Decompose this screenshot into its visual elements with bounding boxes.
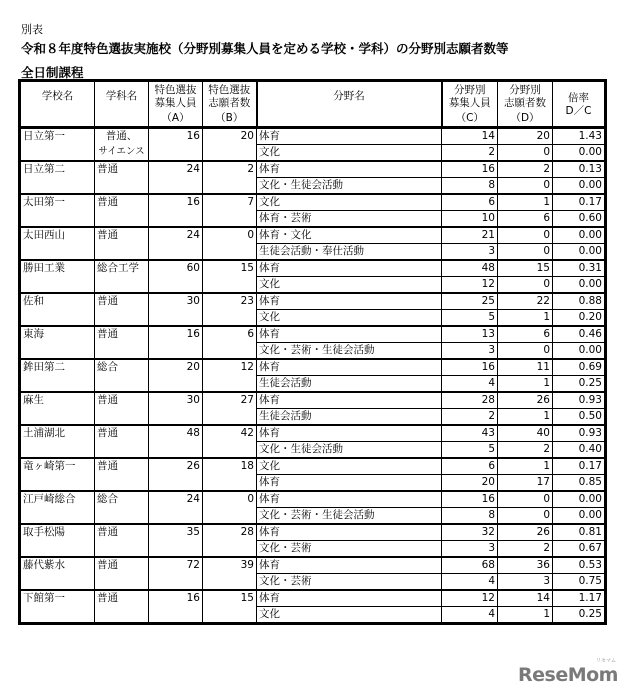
applicants-b-cell: 18	[203, 458, 257, 491]
field-name-cell: 文化	[257, 310, 442, 327]
field-name-cell: 生徒会活動	[257, 409, 442, 426]
ratio-cell: 0.75	[553, 574, 606, 591]
ratio-cell: 0.25	[553, 376, 606, 393]
ratio-cell: 0.81	[553, 524, 606, 541]
field-name-cell: 体育	[257, 128, 442, 145]
table-row	[20, 491, 606, 508]
applicants-b-cell: 6	[203, 326, 257, 359]
field-name-cell: 生徒会活動	[257, 376, 442, 393]
capacity-a-cell: 24	[149, 227, 203, 260]
course-name: 普通	[97, 163, 118, 175]
table-row	[20, 557, 606, 574]
applicants-d-cell: 6	[498, 326, 553, 343]
col-capacity-c: 分野別 募集人員 （C）	[442, 81, 498, 128]
table-row	[20, 293, 606, 310]
field-name-cell: 体育	[257, 161, 442, 178]
table-row	[20, 128, 606, 145]
applicants-b-cell: 28	[203, 524, 257, 557]
capacity-c-cell: 2	[442, 145, 498, 162]
applicants-d-cell: 1	[498, 310, 553, 327]
school-name-cell: 鉾田第二	[20, 359, 95, 392]
field-name-cell: 体育	[257, 260, 442, 277]
applicants-b-cell: 0	[203, 227, 257, 260]
capacity-c-cell: 3	[442, 541, 498, 558]
capacity-c-cell: 4	[442, 574, 498, 591]
capacity-c-cell: 32	[442, 524, 498, 541]
ratio-cell: 0.93	[553, 392, 606, 409]
capacity-a-cell: 16	[149, 194, 203, 227]
applicants-b-cell: 2	[203, 161, 257, 194]
applicants-b-cell: 23	[203, 293, 257, 326]
course-name: 普通	[97, 559, 118, 571]
ratio-cell: 0.17	[553, 194, 606, 211]
ratio-cell: 0.13	[553, 161, 606, 178]
ratio-cell: 0.46	[553, 326, 606, 343]
field-name-cell: 文化	[257, 277, 442, 294]
ratio-cell: 0.69	[553, 359, 606, 376]
field-name-cell: 体育	[257, 392, 442, 409]
applicants-d-cell: 0	[498, 277, 553, 294]
course-name: 普通	[97, 394, 118, 406]
capacity-c-cell: 28	[442, 392, 498, 409]
course-name: 普通、	[105, 130, 138, 142]
table-row	[20, 392, 606, 409]
applicants-d-cell: 11	[498, 359, 553, 376]
capacity-c-cell: 25	[442, 293, 498, 310]
field-name-cell: 体育	[257, 524, 442, 541]
ratio-cell: 0.20	[553, 310, 606, 327]
course-name-cell	[95, 359, 149, 392]
table-row	[20, 359, 606, 376]
capacity-a-cell: 48	[149, 425, 203, 458]
col-capacity-a: 特色選抜 募集人員 （A）	[149, 81, 203, 128]
school-name-cell: 藤代紫水	[20, 557, 95, 590]
capacity-c-cell: 48	[442, 260, 498, 277]
school-name-cell: 麻生	[20, 392, 95, 425]
capacity-a-cell: 24	[149, 161, 203, 194]
applicants-d-cell: 2	[498, 161, 553, 178]
capacity-c-cell: 43	[442, 425, 498, 442]
table-row	[20, 194, 606, 211]
capacity-a-cell: 16	[149, 326, 203, 359]
capacity-a-cell: 16	[149, 128, 203, 162]
applicants-b-cell: 12	[203, 359, 257, 392]
capacity-c-cell: 6	[442, 194, 498, 211]
ratio-cell: 0.60	[553, 211, 606, 228]
applicants-d-cell: 3	[498, 574, 553, 591]
course-name: 普通	[97, 295, 118, 307]
ratio-cell: 0.88	[553, 293, 606, 310]
ratio-cell: 0.53	[553, 557, 606, 574]
field-name-cell: 体育・芸術	[257, 211, 442, 228]
course-name: 総合	[97, 361, 118, 373]
field-name-cell: 文化・生徒会活動	[257, 178, 442, 195]
school-name-cell: 佐和	[20, 293, 95, 326]
field-name-cell: 文化・生徒会活動	[257, 442, 442, 459]
field-name-cell: 体育	[257, 425, 442, 442]
applicants-d-cell: 1	[498, 409, 553, 426]
resemom-logo-kana: リセマム	[596, 658, 616, 664]
field-name-cell: 文化・芸術	[257, 574, 442, 591]
ratio-cell: 0.00	[553, 145, 606, 162]
applicants-b-cell: 42	[203, 425, 257, 458]
course-name: サイエンス	[98, 146, 145, 157]
ratio-cell: 0.00	[553, 277, 606, 294]
applicants-d-cell: 20	[498, 128, 553, 145]
course-name-cell	[95, 293, 149, 326]
school-name-cell: 太田西山	[20, 227, 95, 260]
section-heading: 全日制課程	[21, 65, 84, 80]
ratio-cell: 1.43	[553, 128, 606, 145]
applicants-b-cell: 7	[203, 194, 257, 227]
field-name-cell: 文化・芸術・生徒会活動	[257, 343, 442, 360]
capacity-a-cell: 24	[149, 491, 203, 524]
header-row	[20, 81, 606, 128]
school-name-cell: 日立第一	[20, 128, 95, 162]
capacity-a-cell: 30	[149, 293, 203, 326]
field-name-cell: 文化	[257, 458, 442, 475]
capacity-a-cell: 26	[149, 458, 203, 491]
applicants-d-cell: 26	[498, 392, 553, 409]
course-name-cell	[95, 557, 149, 590]
applicants-b-cell: 39	[203, 557, 257, 590]
col-applicants-b: 特色選抜 志願者数 （B）	[203, 81, 257, 128]
applicants-d-cell: 0	[498, 491, 553, 508]
course-name: 普通	[97, 592, 118, 604]
capacity-c-cell: 5	[442, 310, 498, 327]
col-school: 学校名	[20, 81, 95, 128]
table-row	[20, 590, 606, 607]
applicants-d-cell: 0	[498, 244, 553, 261]
course-name-cell	[95, 227, 149, 260]
table-row	[20, 458, 606, 475]
capacity-a-cell: 20	[149, 359, 203, 392]
field-name-cell: 体育	[257, 590, 442, 607]
field-name-cell: 体育	[257, 359, 442, 376]
applicants-d-cell: 0	[498, 145, 553, 162]
capacity-a-cell: 35	[149, 524, 203, 557]
capacity-c-cell: 16	[442, 491, 498, 508]
school-name-cell: 下館第一	[20, 590, 95, 624]
applicants-d-cell: 36	[498, 557, 553, 574]
capacity-c-cell: 68	[442, 557, 498, 574]
capacity-c-cell: 13	[442, 326, 498, 343]
applicants-d-cell: 0	[498, 178, 553, 195]
applicants-d-cell: 1	[498, 376, 553, 393]
table-label: 別表	[21, 23, 43, 36]
capacity-c-cell: 8	[442, 508, 498, 525]
ratio-cell: 0.00	[553, 227, 606, 244]
course-name: 総合工学	[97, 262, 139, 274]
ratio-cell: 0.40	[553, 442, 606, 459]
applicants-table	[18, 79, 607, 625]
col-ratio: 倍率 D／C	[553, 81, 606, 128]
capacity-c-cell: 10	[442, 211, 498, 228]
capacity-c-cell: 6	[442, 458, 498, 475]
field-name-cell: 文化・芸術・生徒会活動	[257, 508, 442, 525]
col-course: 学科名	[95, 81, 149, 128]
ratio-cell: 0.00	[553, 244, 606, 261]
capacity-c-cell: 21	[442, 227, 498, 244]
school-name-cell: 東海	[20, 326, 95, 359]
applicants-d-cell: 0	[498, 343, 553, 360]
ratio-cell: 0.67	[553, 541, 606, 558]
ratio-cell: 0.00	[553, 491, 606, 508]
capacity-a-cell: 60	[149, 260, 203, 293]
field-name-cell: 体育	[257, 557, 442, 574]
field-name-cell: 文化	[257, 607, 442, 624]
capacity-c-cell: 5	[442, 442, 498, 459]
table-row	[20, 260, 606, 277]
course-name-cell	[95, 425, 149, 458]
ratio-cell: 0.85	[553, 475, 606, 492]
applicants-d-cell: 6	[498, 211, 553, 228]
table-row	[20, 227, 606, 244]
applicants-d-cell: 22	[498, 293, 553, 310]
applicants-d-cell: 0	[498, 508, 553, 525]
applicants-b-cell: 27	[203, 392, 257, 425]
capacity-c-cell: 4	[442, 607, 498, 624]
applicants-d-cell: 2	[498, 442, 553, 459]
field-name-cell: 文化	[257, 194, 442, 211]
school-name-cell: 勝田工業	[20, 260, 95, 293]
course-name: 普通	[97, 328, 118, 340]
field-name-cell: 体育	[257, 293, 442, 310]
applicants-d-cell: 1	[498, 607, 553, 624]
school-name-cell: 江戸崎総合	[20, 491, 95, 524]
applicants-d-cell: 17	[498, 475, 553, 492]
field-name-cell: 生徒会活動・奉仕活動	[257, 244, 442, 261]
course-name-cell	[95, 524, 149, 557]
ratio-cell: 0.50	[553, 409, 606, 426]
field-name-cell: 体育	[257, 491, 442, 508]
school-name-cell: 竜ヶ崎第一	[20, 458, 95, 491]
school-name-cell: 日立第二	[20, 161, 95, 194]
course-name: 普通	[97, 526, 118, 538]
capacity-a-cell: 72	[149, 557, 203, 590]
school-name-cell: 土浦湖北	[20, 425, 95, 458]
col-applicants-d: 分野別 志願者数 （D）	[498, 81, 553, 128]
capacity-a-cell: 16	[149, 590, 203, 624]
course-name: 普通	[97, 460, 118, 472]
ratio-cell: 0.00	[553, 178, 606, 195]
col-field: 分野名	[257, 81, 442, 128]
capacity-c-cell: 4	[442, 376, 498, 393]
ratio-cell: 0.17	[553, 458, 606, 475]
capacity-c-cell: 16	[442, 359, 498, 376]
table-row	[20, 326, 606, 343]
capacity-c-cell: 20	[442, 475, 498, 492]
capacity-c-cell: 14	[442, 128, 498, 145]
ratio-cell: 0.25	[553, 607, 606, 624]
course-name-cell	[95, 128, 149, 162]
applicants-b-cell: 15	[203, 590, 257, 624]
course-name: 普通	[97, 427, 118, 439]
ratio-cell: 0.31	[553, 260, 606, 277]
applicants-d-cell: 26	[498, 524, 553, 541]
capacity-a-cell: 30	[149, 392, 203, 425]
capacity-c-cell: 12	[442, 277, 498, 294]
ratio-cell: 0.93	[553, 425, 606, 442]
field-name-cell: 体育・文化	[257, 227, 442, 244]
school-name-cell: 取手松陽	[20, 524, 95, 557]
school-name-cell: 太田第一	[20, 194, 95, 227]
course-name-cell	[95, 194, 149, 227]
table-row	[20, 425, 606, 442]
table-row	[20, 161, 606, 178]
course-name-cell	[95, 161, 149, 194]
applicants-d-cell: 2	[498, 541, 553, 558]
field-name-cell: 体育	[257, 475, 442, 492]
capacity-c-cell: 3	[442, 343, 498, 360]
course-name: 総合	[97, 493, 118, 505]
ratio-cell: 1.17	[553, 590, 606, 607]
applicants-b-cell: 20	[203, 128, 257, 162]
applicants-d-cell: 15	[498, 260, 553, 277]
course-name-cell	[95, 458, 149, 491]
capacity-c-cell: 2	[442, 409, 498, 426]
capacity-c-cell: 8	[442, 178, 498, 195]
course-name: 普通	[97, 196, 118, 208]
capacity-c-cell: 16	[442, 161, 498, 178]
applicants-d-cell: 14	[498, 590, 553, 607]
applicants-d-cell: 0	[498, 227, 553, 244]
capacity-c-cell: 12	[442, 590, 498, 607]
applicants-b-cell: 0	[203, 491, 257, 524]
capacity-c-cell: 3	[442, 244, 498, 261]
ratio-cell: 0.00	[553, 343, 606, 360]
course-name: 普通	[97, 229, 118, 241]
applicants-d-cell: 1	[498, 194, 553, 211]
ratio-cell: 0.00	[553, 508, 606, 525]
course-name-cell	[95, 392, 149, 425]
course-name-cell	[95, 590, 149, 624]
document-title: 令和８年度特色選抜実施校（分野別募集人員を定める学校・学科）の分野別志願者数等	[21, 41, 509, 56]
applicants-b-cell: 15	[203, 260, 257, 293]
course-name-cell	[95, 326, 149, 359]
resemom-logo: ReseMom	[518, 664, 618, 686]
course-name-cell	[95, 260, 149, 293]
course-name-cell	[95, 491, 149, 524]
table-row	[20, 524, 606, 541]
field-name-cell: 体育	[257, 326, 442, 343]
applicants-d-cell: 1	[498, 458, 553, 475]
field-name-cell: 文化・芸術	[257, 541, 442, 558]
field-name-cell: 文化	[257, 145, 442, 162]
applicants-d-cell: 40	[498, 425, 553, 442]
